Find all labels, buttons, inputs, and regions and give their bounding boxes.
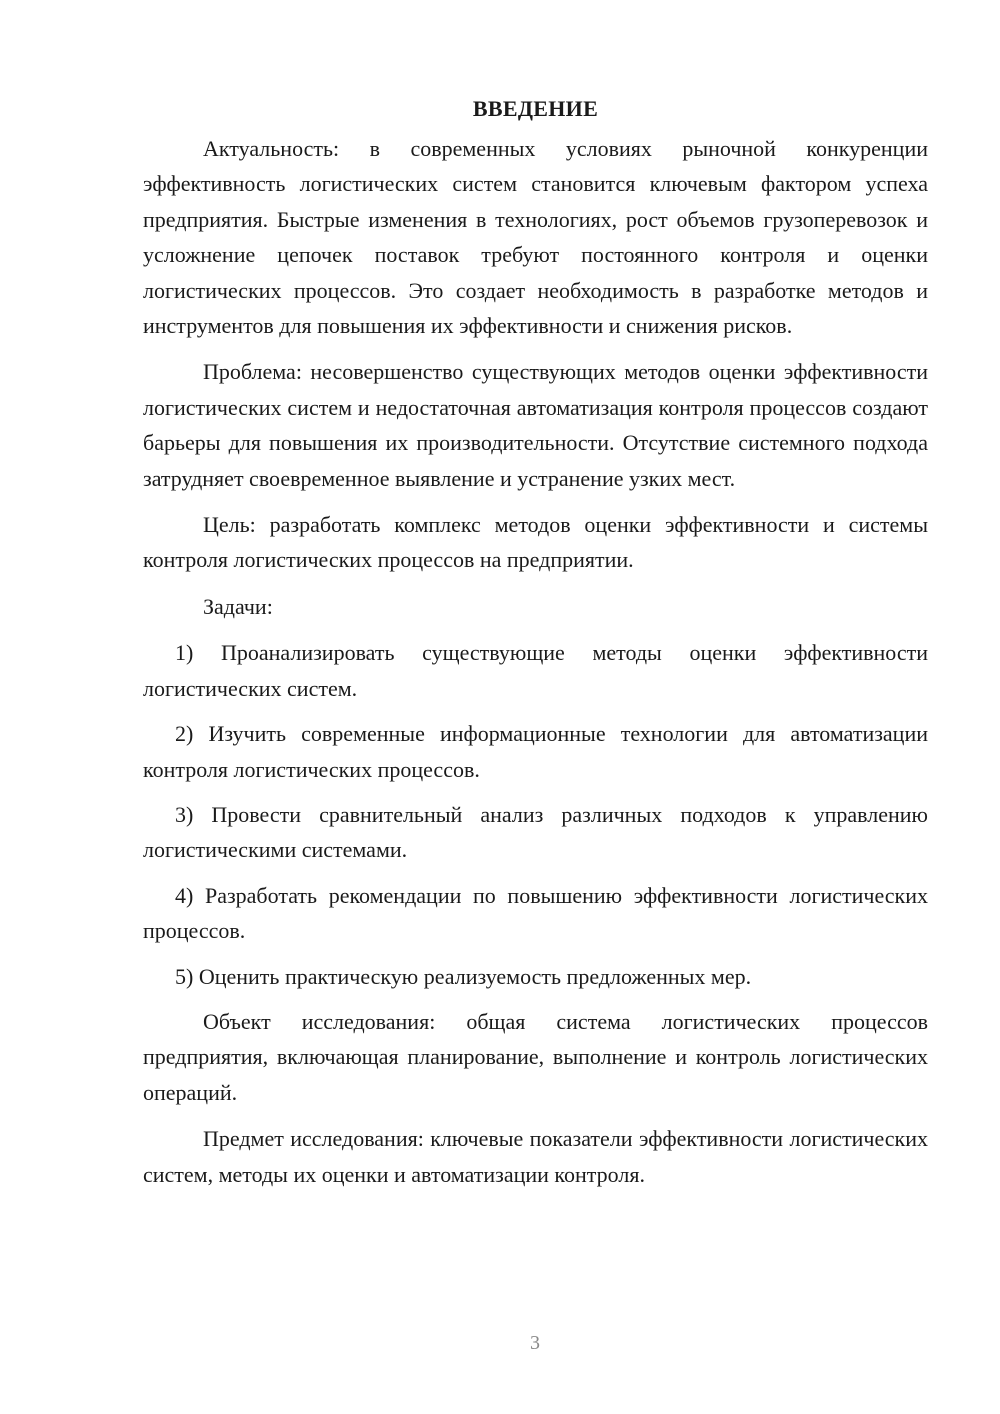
- relevance-paragraph: Актуальность: в современных условиях рыночной конкуренции эффективность логистических систем становится ключевым фактором успеха предприятия. Быстрые изменения в технологиях, рост объемов грузоперевозок и усложнение цепочек поставок требуют постоянного контроля и оценки логистических процессов. Это создает необходимость в разработке методов и инструментов для повышения их эффективности и снижения рисков.: [143, 136, 928, 339]
- object-paragraph: Объект исследования: общая система логистических процессов предприятия, включающая планирование, выполнение и контроль логистических операций.: [143, 1008, 928, 1105]
- task-item: 3) Провести сравнительный анализ различных подходов к управлению логистическими системами.: [143, 801, 928, 863]
- task-item: 4) Разработать рекомендации по повышению эффективности логистических процессов.: [143, 882, 928, 944]
- subject-paragraph: Предмет исследования: ключевые показатели эффективности логистических систем, методы их оценки и автоматизации контроля.: [143, 1126, 928, 1187]
- goal-paragraph: Цель: разработать комплекс методов оценки эффективности и системы контроля логистических процессов на предприятии.: [143, 512, 928, 573]
- page-number: 3: [530, 1332, 540, 1354]
- task-item: 2) Изучить современные информационные технологии для автоматизации контроля логистических процессов.: [143, 721, 928, 782]
- task-item: 1) Проанализировать существующие методы оценки эффективности логистических систем.: [143, 640, 928, 701]
- section-heading: ВВЕДЕНИЕ: [472, 96, 599, 121]
- tasks-label: Задачи:: [203, 593, 273, 619]
- task-item: 5) Оценить практическую реализуемость предложенных мер.: [175, 963, 752, 989]
- problem-paragraph: Проблема: несовершенство существующих методов оценки эффективности логистических систем и недостаточная автоматизация контроля процессов создают барьеры для повышения их производительности. Отсутствие системного подхода затрудняет своевременное выявление и устранение узких мест.: [143, 359, 928, 491]
- page-content: [143, 92, 928, 1203]
